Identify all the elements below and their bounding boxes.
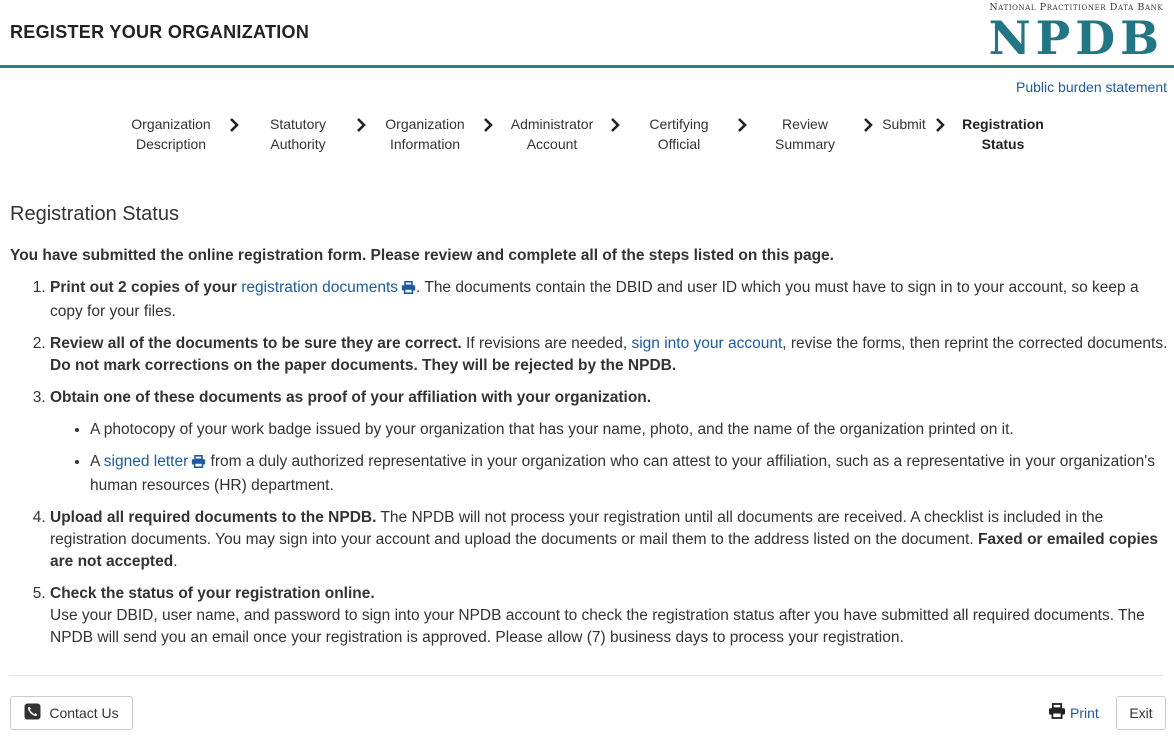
step-label-line1: Organization (385, 116, 465, 132)
step-label-line1: Registration (962, 116, 1044, 132)
step-review-summary (742, 114, 868, 154)
step-organization-description (108, 114, 234, 154)
list-item-print-copies (50, 277, 1170, 323)
logo-subtitle: National Practitioner Data Bank (989, 2, 1164, 13)
step-label-line2: Status (981, 136, 1025, 152)
npdb-logo (989, 2, 1164, 63)
intro-text: You have submitted the online registration form. Please review and complete all of the steps listed on this page. (10, 247, 834, 264)
affiliation-options-list (50, 419, 1170, 497)
step-label-line2: Information (389, 136, 461, 152)
item-text: Use your DBID, user name, and password to sign into your NPDB account to check the registration status after you have submitted all required documents. The NPDB will send you an email once your registration is approved. Please allow (7) business days to process your registration. (50, 607, 1145, 646)
page-header-title: REGISTER YOUR ORGANIZATION (10, 22, 310, 42)
list-item-signed-letter: • A signed letter from a duly authorized representative in your organization who can attest to your affiliation, such as a representative in your organization's human resources (HR) department. (90, 451, 1170, 497)
instructions-list (10, 277, 1170, 649)
list-item-review-documents (50, 333, 1170, 377)
logo-wordmark: NPDB (988, 11, 1164, 65)
step-submit (868, 114, 940, 134)
step-label-line1: Review (782, 116, 828, 132)
list-item-upload-documents: 4. Upload all required documents to the NPDB. The NPDB will not process your registration until all documents are received. A checklist is included in the registration documents. You may sign into your account and upload the documents or mail them to the address listed on the document. Faxed or emailed copies are not accepted. (50, 507, 1170, 573)
printer-icon (1048, 703, 1070, 722)
printer-icon (191, 453, 206, 475)
page-header (0, 0, 1174, 68)
list-item-check-status (50, 583, 1170, 649)
phone-icon (24, 703, 41, 723)
step-label-line2: Account (526, 136, 578, 152)
registration-wizard-steps (108, 114, 1068, 158)
sign-into-account-link[interactable]: sign into your account (631, 335, 783, 352)
step-organization-information (362, 114, 488, 154)
list-item-proof-of-affiliation (50, 387, 1170, 497)
list-item-work-badge: • A photocopy of your work badge issued by your organization that has your name, photo, and the name of the organization printed on it. (90, 419, 1170, 441)
step-label-line1: Statutory (269, 116, 327, 132)
item-heading: Check the status of your registration online. (50, 585, 375, 602)
item-warning: Do not mark corrections on the paper documents. They will be rejected by the NPDB. (50, 357, 677, 374)
contact-us-label: Contact Us (49, 705, 119, 721)
step-administrator-account (489, 114, 615, 154)
step-label-line2: Summary (775, 136, 835, 152)
contact-us-button[interactable] (10, 696, 133, 730)
public-burden-link[interactable]: Public burden statement (1016, 79, 1167, 95)
signed-letter-link[interactable]: signed letter (104, 453, 206, 470)
item-text: , revise the forms, then reprint the corrected documents. (782, 335, 1168, 352)
item-warning: Faxed or emailed copies are not accepted (50, 531, 1159, 570)
step-registration-status (940, 114, 1066, 154)
step-label-line2: Description (135, 136, 207, 152)
print-label: Print (1070, 704, 1099, 721)
item-text: If revisions are needed, (461, 335, 632, 352)
page-title: Registration Status (10, 203, 179, 225)
footer-divider (10, 675, 1164, 676)
item-heading: Print out 2 copies of your (50, 279, 237, 296)
exit-label: Exit (1129, 705, 1153, 721)
step-label-line2: Authority (270, 136, 326, 152)
step-label-line2: Official (657, 136, 701, 152)
item-text: The NPDB will not process your registration until all documents are received. A checklist is included in the registration documents. You may sign into your account and upload the documents or mail them to the address listed on the document. (50, 509, 1104, 548)
step-label-line1: Organization (131, 116, 211, 132)
item-text: . The documents contain the DBID and user ID which you must have to sign in to your account, so keep a copy for your files. (50, 279, 1139, 320)
step-label-line1: Submit (882, 116, 926, 132)
step-certifying-official (616, 114, 742, 154)
print-button[interactable] (1048, 703, 1099, 722)
printer-icon (401, 279, 416, 301)
step-label-line1: Administrator (510, 116, 594, 132)
step-label-line1: Certifying (649, 116, 709, 132)
item-heading: Upload all required documents to the NPDB. (50, 509, 377, 526)
exit-button[interactable] (1116, 696, 1166, 730)
item-heading: Review all of the documents to be sure they are correct. (50, 335, 462, 352)
step-statutory-authority (235, 114, 361, 154)
item-heading: Obtain one of these documents as proof of your affiliation with your organization. (50, 389, 652, 406)
registration-instructions (10, 245, 1170, 659)
registration-documents-link[interactable]: registration documents (241, 279, 416, 296)
